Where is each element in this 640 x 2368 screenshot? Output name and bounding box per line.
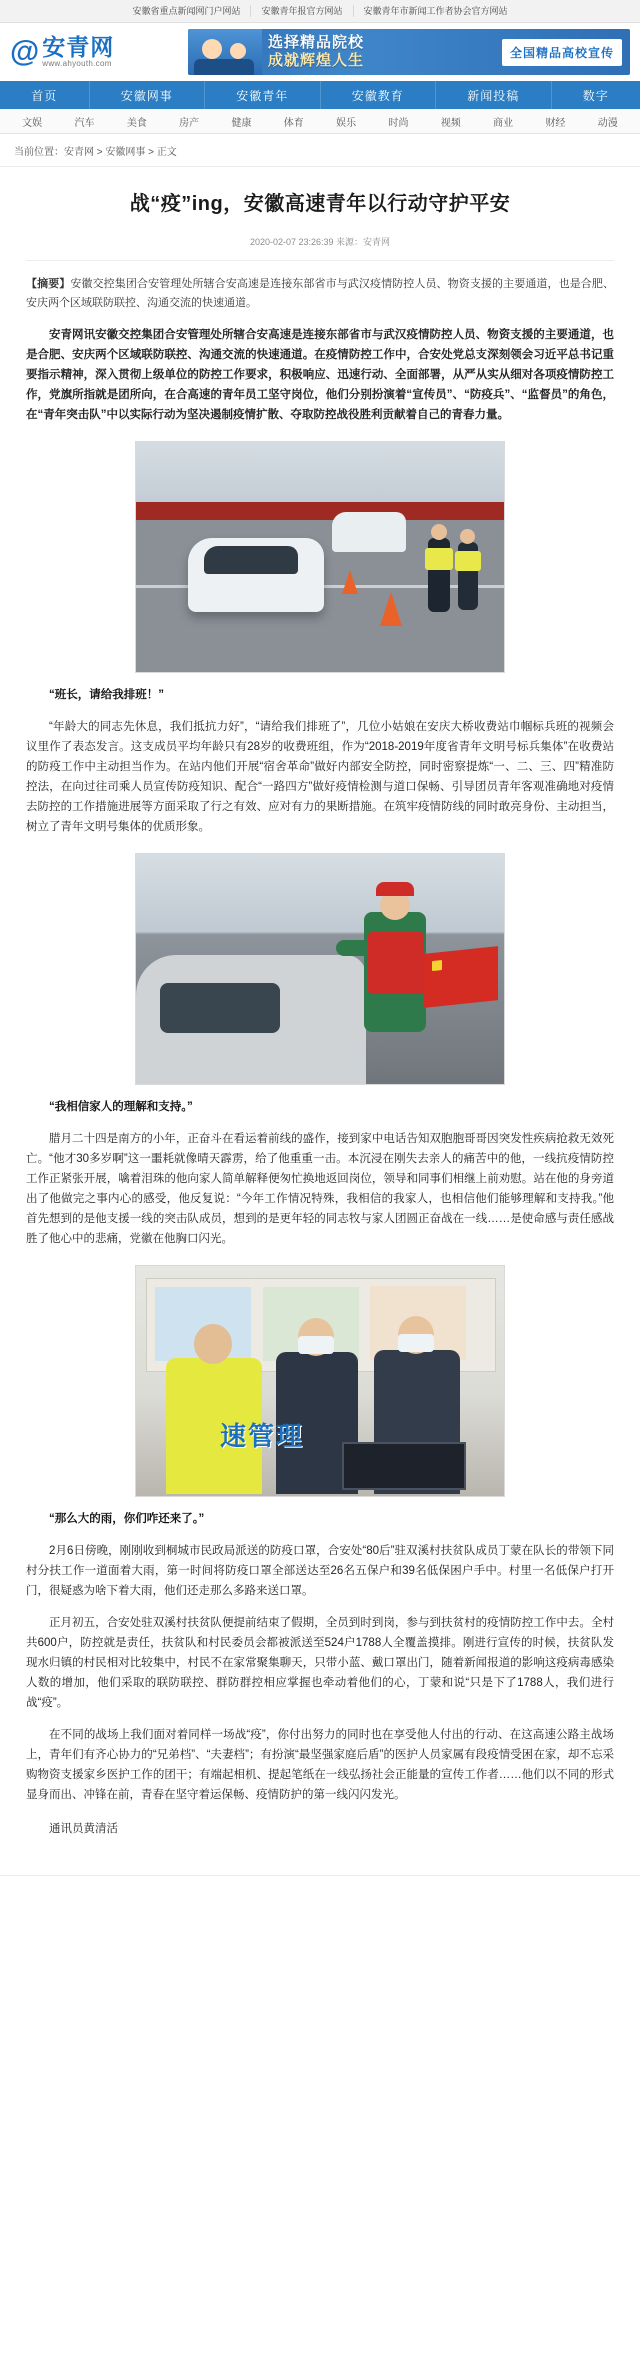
nav-item-anhui-news[interactable]: 安徽网事 <box>90 81 206 109</box>
footer-divider <box>0 1875 640 1876</box>
sub-nav <box>0 109 640 134</box>
nav-item-digital[interactable]: 数字 <box>582 88 609 103</box>
top-link-3[interactable]: 安徽青年市新闻工作者协会官方网站 <box>363 6 508 16</box>
nav-item-anhui-youth[interactable]: 安徽青年 <box>205 81 321 109</box>
photo3-supply-box <box>342 1442 466 1490</box>
breadcrumb[interactable]: 当前位置：安青网 > 安徽网事 > 正文 <box>0 134 640 167</box>
page-title: 战“疫”ing，安徽高速青年以行动守护平安 <box>129 193 511 215</box>
article-paragraph-lead: 安青网讯安徽交控集团合安管理处所辖合安高速是连接东部省市与武汉疫情防控人员、物资支援的主要通道，也是合肥、安庆两个区域联防联控、沟通交流的快速通道。在疫情防控工作中，合安处党总支深刻领会习近平总书记重要指示精神，深入贯彻上级单位的防控工作要求，积极响应、迅速行动、全面部署，从严从实从细对各项疫情防控工作，党旗所指就是团所向，在合高速的青年员工坚守岗位，他们分别扮演着“宣传员”、“防疫兵”、“监督员”的角色，在“青年突击队”中以实际行动为坚决遏制疫情扩散、夺取防控战役胜利贡献着自己的青春力量。 <box>26 329 614 421</box>
photo1-car-near <box>188 538 324 612</box>
top-link-2[interactable]: 安徽青年报官方网站 <box>251 5 353 17</box>
subnav-item-9[interactable]: 商业 <box>493 117 514 129</box>
banner-figure-icon <box>188 29 262 75</box>
nav-item-anhui-education[interactable]: 安徽教育 <box>321 81 437 109</box>
article-body <box>0 189 640 1859</box>
subnav-item-11[interactable]: 动漫 <box>597 117 618 129</box>
photo2-red-vest <box>368 932 424 994</box>
photo3-person-center-mask-icon <box>298 1336 334 1354</box>
photo1-sky <box>136 442 504 506</box>
photo-highway-checkpoint <box>135 441 505 673</box>
top-links-bar <box>0 0 640 23</box>
site-url: www.ahyouth.com <box>42 59 112 68</box>
article-paragraph-2: 腊月二十四是南方的小年，正奋斗在看运着前线的盛作，接到家中电话告知双胞胞哥哥因突发性疾病抢救无效死亡。“他才30多岁啊”这一噩耗就像晴天霹雳，给了他重重一击。本沉浸在刚失去亲人的痛苦中的他，一线抗疫情防控工作正紧张开展，噙着泪珠的他向家人简单解释便匆忙换地返回岗位，领导和同事们相继上前劝慰。站在他的身旁道出了他做完之事内心的感受，他反复说：“今年工作情况特殊，我相信的我家人，也相信他们能够理解和支持我。”他首先想到的是他支援一线的突击队成员，想到的是更年轻的同志牧与家人团圆正奋战在一线……是使命感与责任感战胜了他心中的悲痛，党徽在他胸口闪光。 <box>26 1133 614 1245</box>
photo1-red-wall <box>136 502 504 520</box>
banner-text <box>262 34 502 70</box>
article-quote-3: “那么大的雨，你们咋还来了。” <box>49 1513 205 1525</box>
at-symbol-icon: @ <box>10 35 39 68</box>
article-paragraph-1: “年龄大的同志先休息，我们抵抗力好”，“请给我们排班了”，几位小姑娘在安庆大桥收费站巾帼标兵班的视频会议里作了表态发言。这支成员平均年龄只有28岁的收费班组，作为“2018-2019年度省青年文明号标兵集体”在收费站的防疫工作中主动担当作为。在站内他们开展“宿舍革命”做好内部安全防控，同时密察提炼“一、二、三、四”精准防控法，在向过往司乘人员宣传防疫知识、配合“一路四方”做好疫情检测与道口保畅、引导团员青年客观准确地对疫情去防控的工作措施进展等方面采取了行之有效、应对有力的果断措施。在筑牢疫情防线的同时敢亮身份、主动担当，树立了青年文明号集体的优质形象。 <box>26 721 614 833</box>
main-nav <box>0 81 640 109</box>
photo1-officer-2 <box>458 542 478 610</box>
photo1-car-far <box>332 512 406 552</box>
summary-label: 【摘要】 <box>26 278 71 290</box>
photo3-person-right-mask-icon <box>398 1334 434 1352</box>
ad-banner[interactable] <box>188 29 630 75</box>
article-summary <box>26 275 614 313</box>
photo2-sky <box>136 854 504 932</box>
banner-line-1: 选择精品院校 <box>268 34 365 51</box>
photo3-vest-text: 速管理 <box>220 1421 305 1451</box>
site-header <box>0 23 640 81</box>
subnav-item-0[interactable]: 文娱 <box>22 117 43 129</box>
subnav-item-3[interactable]: 房产 <box>179 117 200 129</box>
photo2-red-cap <box>376 882 414 896</box>
photo1-traffic-cone-far-icon <box>342 570 358 594</box>
article-meta: 2020-02-07 23:26:39 来源：安青网 <box>26 235 614 261</box>
photo1-traffic-cone-icon <box>380 592 402 626</box>
article-paragraph-3: 2月6日傍晚，刚刚收到桐城市民政局派送的防疫口罩，合安处“80后”驻双溪村扶贫队成员丁蒙在队长的带领下同村分扶工作一道面着大雨，第一时间将防疫口罩全部送达至26名五保户和39名低保困户手中。村里一名低保户打开门，很疑惑为啥下着大雨，他们还走那么多路来送口罩。 <box>26 1545 614 1597</box>
article-quote-2: “我相信家人的理解和支持。” <box>49 1101 193 1113</box>
top-link-1[interactable]: 安徽省重点新闻网门户网站 <box>122 5 251 17</box>
photo3-person-vest-head <box>194 1324 232 1364</box>
site-logo[interactable] <box>10 35 180 69</box>
banner-line-2: 成就辉煌人生 <box>268 52 365 69</box>
subnav-item-6[interactable]: 娱乐 <box>336 117 357 129</box>
photo2-flag <box>424 946 498 1008</box>
photo-staff-masks <box>135 1265 505 1497</box>
subnav-item-10[interactable]: 财经 <box>545 117 566 129</box>
article-paragraph-4: 正月初五，合安处驻双溪村扶贫队便提前结束了假期，全员到时到岗，参与到扶贫村的疫情防控工作中去。全村共600户，防控就是责任，扶贫队和村民委员会都被派送至524户1788人全覆盖摸排。刚进行宣传的时候，扶贫队发现水归镇的村民相对比较集中，村民不在家常聚集聊天，只带小蓝、戴口罩出门，随着新闻报道的影响这疫病毒感染人数的增加，他们采取的联防联控、群防群控相应掌握也牵动着他们的心，丁蒙和说“只是下了1788人，我们进行战“疫”。 <box>26 1617 614 1709</box>
summary-text: 安徽交控集团合安管理处所辖合安高速是连接东部省市与武汉疫情防控人员、物资支援的主要通道，也是合肥、安庆两个区域联防联控、沟通交流的快速通道。 <box>26 278 615 309</box>
banner-badge: 全国精品高校宣传 <box>502 39 622 66</box>
photo2-car-window <box>160 983 280 1033</box>
article-signature: 通讯员黄清活 <box>49 1823 118 1835</box>
nav-item-home[interactable]: 首页 <box>0 81 90 109</box>
subnav-item-5[interactable]: 体育 <box>283 117 304 129</box>
subnav-item-1[interactable]: 汽车 <box>74 117 95 129</box>
article-paragraph-5: 在不同的战场上我们面对着同样一场战“疫”，你付出努力的同时也在享受他人付出的行动、在这高速公路主战场上，青年们有齐心协力的“兄弟档”、“夫妻档”；有扮演“最坚强家庭后盾”的医护人员家属有段疫情受困在家，却不忘采购物资支援家乡医护工作的团干；有端起相机、提起笔纸在一线弘扬社会正能量的宣传工作者……他们以不同的形式显身而出、冲锋在前，青春在坚守着运保畅、疫情防护的第一线闪闪发光。 <box>26 1729 614 1801</box>
nav-item-news-submit[interactable]: 新闻投稿 <box>436 81 552 109</box>
photo1-officer-1 <box>428 538 450 612</box>
subnav-item-8[interactable]: 视频 <box>440 117 461 129</box>
photo-volunteer-handout <box>135 853 505 1085</box>
subnav-item-4[interactable]: 健康 <box>231 117 252 129</box>
article-quote-1: “班长，请给我排班！” <box>49 689 164 701</box>
subnav-item-7[interactable]: 时尚 <box>388 117 409 129</box>
subnav-item-2[interactable]: 美食 <box>126 117 147 129</box>
site-name: 安青网 <box>42 34 115 60</box>
